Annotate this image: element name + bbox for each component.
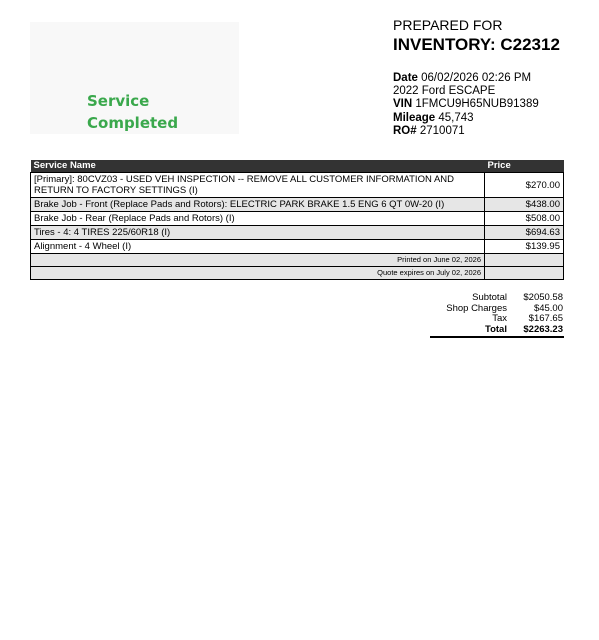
table-row [31,212,564,226]
shop-charges-value: $45.00 [533,302,563,314]
tax-row [430,314,564,325]
vin-label: VIN [393,98,413,111]
table-row [31,198,564,212]
price-cell: $508.00 [485,212,564,226]
service-cell: [Primary]: 80CVZ03 - USED VEH INSPECTION -- REMOVE ALL CUSTOMER INFORMATION AND RETURN TO FACTORY SETTINGS (I) [31,173,485,198]
mileage-value: 45,743 [438,111,474,124]
mileage-line [393,112,539,125]
price-cell: $270.00 [485,173,564,198]
date-label: Date [393,72,418,84]
vin-line [393,98,539,111]
service-cell: Tires - 4: 4 TIRES 225/60R18 (I) [31,226,485,240]
date-value: 06/02/2026 02:26 PM [421,72,532,84]
table-row [31,226,564,240]
quote-expires-row [31,267,564,280]
empty-cell [485,267,564,280]
inventory-number: INVENTORY: C22312 [393,35,560,54]
stamp-line-1: Service [87,92,150,110]
subtotal-label: Subtotal [472,292,507,303]
total-value: $2263.23 [513,325,564,338]
prepared-for-label: PREPARED FOR [393,17,503,33]
vin-value: 1FMCU9H65NUB91389 [415,98,539,111]
service-name-header: Service Name [31,160,485,173]
table-row [31,173,564,198]
printed-on-row [31,254,564,267]
mileage-label: Mileage [393,111,436,124]
ro-label: RO# [393,124,417,137]
vehicle-info [393,72,539,138]
price-cell: $694.63 [485,226,564,240]
vehicle-model: 2022 Ford ESCAPE [393,85,496,98]
tax-value: $167.65 [528,313,563,324]
totals-block [430,293,564,338]
tax-label: Tax [492,313,507,324]
service-cell: Brake Job - Front (Replace Pads and Rotors): ELECTRIC PARK BRAKE 1.5 ENG 6 QT 0W-20 (I) [31,198,485,212]
price-header: Price [485,160,564,173]
ro-value: 2710071 [419,124,465,137]
subtotal-value: $2050.58 [523,292,563,303]
price-cell: $438.00 [485,198,564,212]
service-cell: Alignment - 4 Wheel (I) [31,240,485,254]
ro-line [393,125,539,138]
service-table [30,160,564,280]
service-cell: Brake Job - Rear (Replace Pads and Rotors) (I) [31,212,485,226]
shop-charges-label: Shop Charges [446,302,507,314]
date-line [393,72,539,85]
stamp-line-2: Completed [87,114,179,132]
price-cell: $139.95 [485,240,564,254]
subtotal-row [430,293,564,304]
printed-on-text: Printed on June 02, 2026 [31,254,485,267]
quote-expires-text: Quote expires on July 02, 2026 [31,267,485,280]
total-label: Total [430,325,513,338]
empty-cell [485,254,564,267]
service-completed-stamp [87,90,178,134]
grand-total-row [430,325,564,338]
table-row [31,240,564,254]
